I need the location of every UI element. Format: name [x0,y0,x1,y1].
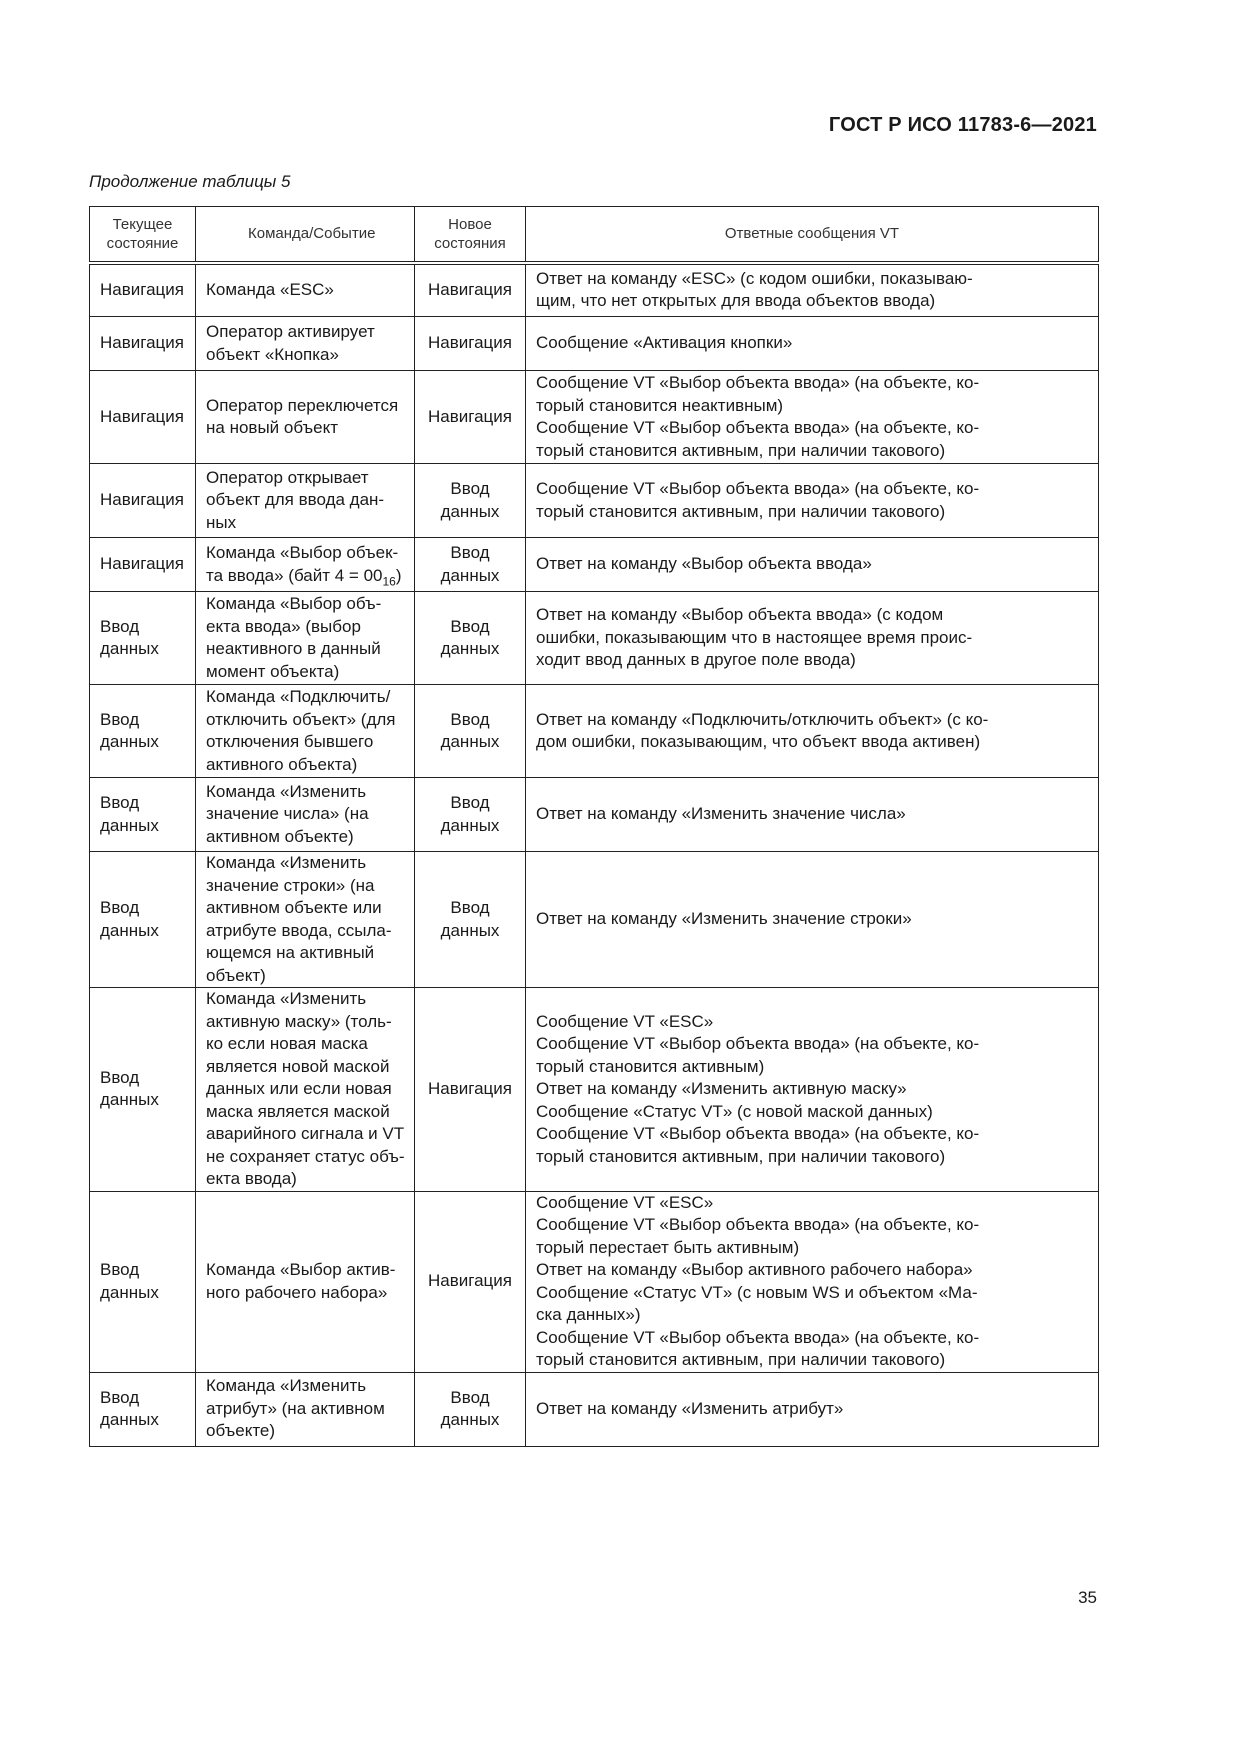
response-line: Сообщение VT «ESC» [536,1011,714,1031]
command-line-text: Команда «Подключить/ [206,687,391,706]
command-event-cell [196,317,415,371]
current-state-cell: Навигация [90,371,196,464]
table-row [90,988,1099,1192]
current-state-cell: Ввод данных [90,988,196,1192]
command-line-text: значение числа» (на [206,804,369,824]
command-line [206,321,404,344]
command-line-text: Команда «Выбор объ- [206,594,382,613]
vt-response-cell [526,1372,1099,1446]
command-line-text: аварийного сигнала и VT [206,1124,405,1143]
state-transition-table [89,206,1099,1447]
command-line [206,395,404,418]
command-line [206,920,404,943]
command-line-text: Команда «Выбор объек- [206,543,399,562]
command-line-text: Оператор активирует [206,322,375,341]
command-line [206,1056,404,1079]
vt-response-cell [526,263,1099,317]
command-line-text: та ввода» (байт 4 = 00 [206,565,383,585]
command-line-text: момент объекта) [206,661,340,681]
new-state-cell: Ввод данных [415,1372,526,1446]
command-line [206,1123,404,1146]
command-line-text: не сохраняет статус объ- [206,1146,405,1166]
vt-response-cell [526,685,1099,778]
response-line: Сообщение «Статус VT» (с новым WS и объектом «Ма- [536,1282,978,1302]
command-event-cell [196,371,415,464]
vt-response-cell [526,538,1099,592]
command-line-text: данных или если новая [206,1079,392,1098]
new-state-cell: Навигация [415,988,526,1192]
command-line-text: Оператор переключется [206,395,399,415]
command-line [206,942,404,965]
response-line: торый становится активным) [536,1056,765,1076]
command-line [206,593,404,616]
command-line-text: Команда «Изменить [206,1376,367,1396]
hex-subscript: 16 [382,573,396,588]
command-line [206,803,404,826]
command-line-text: ных [206,512,237,532]
table-body [90,263,1099,1447]
command-line [206,1011,404,1034]
response-line: ошибки, показывающим что в настоящее время проис- [536,627,973,647]
command-line [206,754,404,777]
vt-response-cell [526,371,1099,464]
response-line: торый становится активным, при наличии такового) [536,440,946,460]
current-state-cell: Ввод данных [90,592,196,685]
table-row [90,464,1099,538]
command-line [206,731,404,754]
command-line-text: Команда «Изменить [206,853,367,872]
command-line-text: ного рабочего набора» [206,1282,388,1302]
new-state-cell: Ввод данных [415,538,526,592]
command-line-text: маска является маской [206,1101,390,1121]
response-line: Ответ на команду «Изменить атрибут» [536,1398,844,1418]
current-state-cell: Ввод данных [90,685,196,778]
response-line: Ответ на команду «Изменить активную маску» [536,1079,907,1098]
table-row [90,317,1099,371]
new-state-cell: Навигация [415,317,526,371]
current-state-cell: Ввод данных [90,1372,196,1446]
header-vt-responses: Ответные сообщения VT [526,207,1099,263]
current-state-cell: Ввод данных [90,778,196,852]
command-line [206,542,404,565]
command-line [206,279,404,302]
response-line: торый становится активным, при наличии такового) [536,1350,946,1369]
command-line [206,686,404,709]
command-line [206,1146,404,1169]
command-line-text: отключения бывшего [206,732,374,751]
command-line-text: ющемся на активный [206,943,375,962]
command-event-cell [196,852,415,988]
command-line-text: активную маску» (толь- [206,1011,392,1031]
command-line-text: является новой маской [206,1056,390,1076]
table-caption: Продолжение таблицы 5 [89,172,291,191]
vt-response-cell [526,592,1099,685]
command-event-cell [196,263,415,317]
command-line [206,875,404,898]
current-state-cell: Навигация [90,464,196,538]
command-line-text: Команда «ESC» [206,280,334,299]
vt-response-cell [526,1191,1099,1372]
command-line [206,638,404,661]
command-line [206,565,404,588]
response-line: Сообщение VT «Выбор объекта ввода» (на объекте, ко- [536,1327,980,1347]
response-line: Сообщение VT «Выбор объекта ввода» (на объекте, ко- [536,418,980,437]
response-line: Сообщение «Статус VT» (с новой маской данных) [536,1101,933,1121]
command-event-cell [196,685,415,778]
new-state-cell: Навигация [415,371,526,464]
response-line: щим, что нет открытых для ввода объектов ввода) [536,291,936,311]
current-state-cell: Навигация [90,538,196,592]
page-number: 35 [1078,1588,1097,1607]
command-line-text: объекте) [206,1421,276,1441]
response-line: Сообщение «Активация кнопки» [536,333,793,353]
response-line: торый становится активным, при наличии такового) [536,501,946,521]
vt-response-cell [526,852,1099,988]
command-line [206,1033,404,1056]
new-state-cell: Ввод данных [415,685,526,778]
new-state-cell: Ввод данных [415,852,526,988]
table-row [90,538,1099,592]
vt-response-cell [526,464,1099,538]
new-state-cell: Ввод данных [415,464,526,538]
command-line [206,1078,404,1101]
command-line-text: значение строки» (на [206,875,375,895]
command-line-text: екта ввода) [206,1169,297,1188]
response-line: Сообщение VT «Выбор объекта ввода» (на объекте, ко- [536,1215,980,1234]
command-line-text: активном объекте или [206,898,382,917]
command-line-text: атрибут» (на активном [206,1398,385,1418]
command-line [206,965,404,988]
command-line [206,852,404,875]
table-row [90,1191,1099,1372]
command-line [206,897,404,920]
response-line: торый становится активным, при наличии такового) [536,1146,946,1166]
current-state-cell: Навигация [90,263,196,317]
header-new-state: Новое состояния [415,207,526,263]
command-line-text: Команда «Выбор актив- [206,1260,396,1279]
response-line: Ответ на команду «Выбор объекта ввода» (с кодом [536,605,944,625]
command-line [206,1282,404,1305]
command-line-text: отключить объект» (для [206,709,396,729]
command-line [206,512,404,535]
table-row [90,263,1099,317]
command-line-text: Команда «Изменить [206,989,367,1008]
current-state-cell: Ввод данных [90,1191,196,1372]
command-line [206,1420,404,1443]
command-line [206,781,404,804]
command-line-tail: ) [395,565,402,585]
command-line-text: объект) [206,965,266,985]
new-state-cell: Навигация [415,263,526,317]
command-event-cell [196,464,415,538]
response-line: Ответ на команду «Выбор объекта ввода» [536,554,872,574]
command-event-cell [196,1191,415,1372]
command-line-text: екта ввода» (выбор [206,616,361,636]
command-event-cell [196,1372,415,1446]
command-line-text: объект для ввода дан- [206,490,385,510]
command-line [206,661,404,684]
command-line-text: на новый объект [206,418,338,437]
command-line [206,826,404,849]
command-event-cell [196,988,415,1192]
response-line: Ответ на команду «Выбор активного рабочего набора» [536,1260,973,1279]
command-event-cell [196,778,415,852]
new-state-cell: Ввод данных [415,592,526,685]
command-line-text: объект «Кнопка» [206,344,339,364]
command-line [206,467,404,490]
table-row [90,1372,1099,1446]
command-line [206,709,404,732]
response-line: Сообщение VT «Выбор объекта ввода» (на объекте, ко- [536,1034,980,1053]
new-state-cell: Ввод данных [415,778,526,852]
command-line [206,344,404,367]
command-line [206,489,404,512]
command-line-text: ко если новая маска [206,1034,368,1053]
command-line-text: активного объекта) [206,754,358,774]
response-line: ходит ввод данных в другое поле ввода) [536,650,856,670]
command-line [206,417,404,440]
current-state-cell: Ввод данных [90,852,196,988]
table-row [90,592,1099,685]
header-command-event: Команда/Событие [196,207,415,263]
response-line: Сообщение VT «ESC» [536,1192,714,1212]
command-line [206,1101,404,1124]
response-line: Сообщение VT «Выбор объекта ввода» (на объекте, ко- [536,373,980,392]
command-event-cell [196,592,415,685]
command-line [206,1259,404,1282]
command-line-text: Оператор открывает [206,467,369,487]
document-code: ГОСТ Р ИСО 11783-6—2021 [828,114,1097,136]
command-line-text: Команда «Изменить [206,781,367,801]
response-line: Ответ на команду «Изменить значение числа» [536,804,906,824]
response-line: Ответ на команду «Изменить значение строки» [536,909,912,929]
vt-response-cell [526,778,1099,852]
table-row [90,371,1099,464]
command-line [206,988,404,1011]
command-line [206,1398,404,1421]
table-row [90,685,1099,778]
command-line-text: атрибуте ввода, ссыла- [206,920,392,940]
command-line [206,1375,404,1398]
response-line: Ответ на команду «Подключить/отключить объект» (с ко- [536,709,989,729]
response-line: торый перестает быть активным) [536,1237,800,1257]
command-line [206,616,404,639]
response-line: Ответ на команду «ESC» (с кодом ошибки, показываю- [536,268,973,288]
response-line: ска данных») [536,1305,641,1324]
response-line: дом ошибки, показывающим, что объект ввода активен) [536,732,981,751]
command-line-text: неактивного в данный [206,639,381,658]
command-line [206,1168,404,1191]
header-current-state: Текущее состояние [90,207,196,263]
table-header-row [90,207,1099,263]
current-state-cell: Навигация [90,317,196,371]
command-line-text: активном объекте) [206,826,354,846]
vt-response-cell [526,988,1099,1192]
command-event-cell [196,538,415,592]
new-state-cell: Навигация [415,1191,526,1372]
response-line: Сообщение VT «Выбор объекта ввода» (на объекте, ко- [536,479,980,498]
response-line: торый становится неактивным) [536,395,784,415]
table-row [90,852,1099,988]
response-line: Сообщение VT «Выбор объекта ввода» (на объекте, ко- [536,1124,980,1143]
vt-response-cell [526,317,1099,371]
table-row [90,778,1099,852]
